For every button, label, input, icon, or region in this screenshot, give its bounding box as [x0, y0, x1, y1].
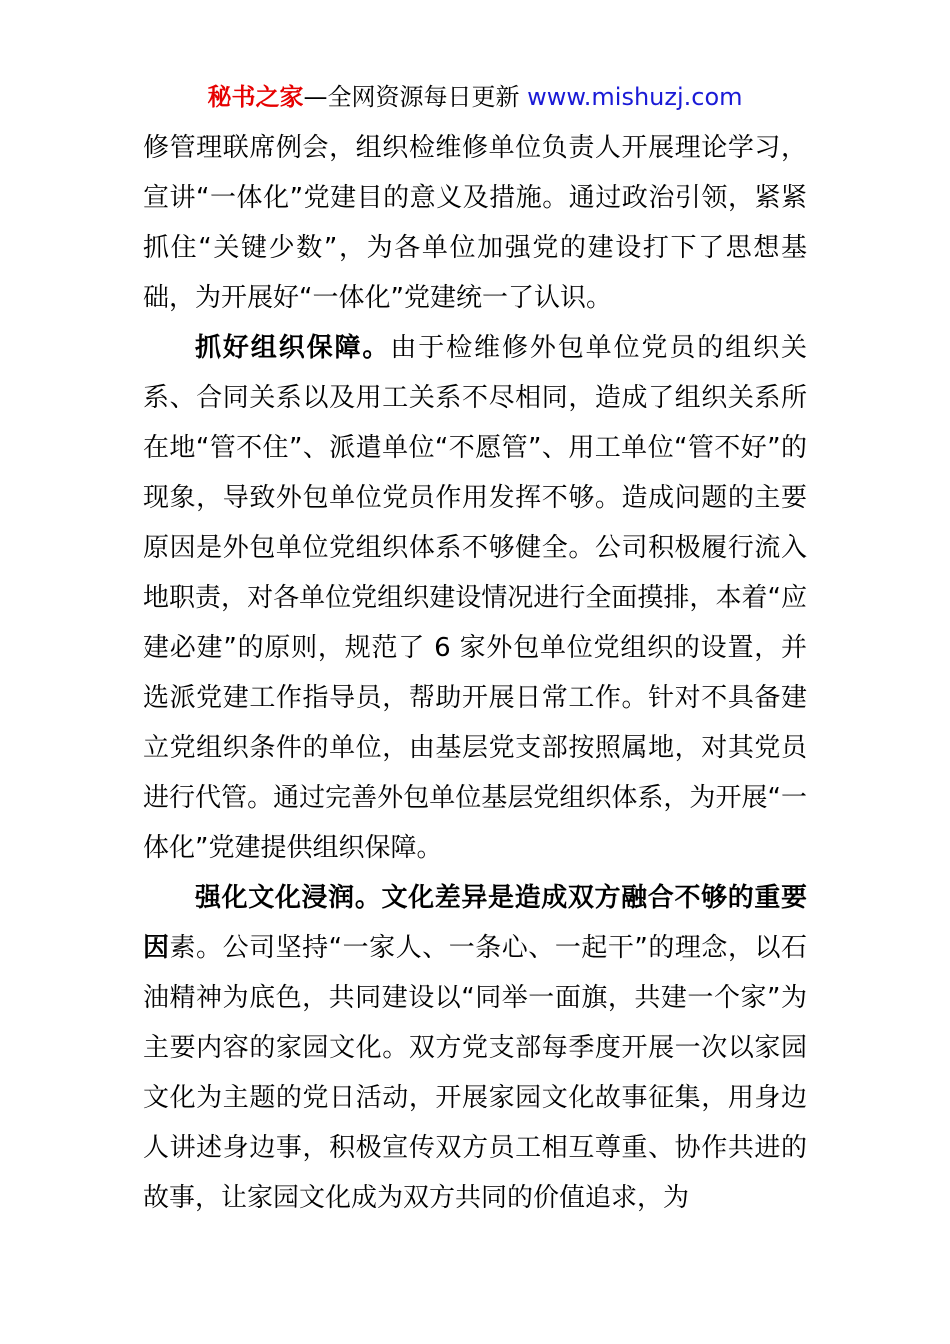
- paragraph-2-text: 由于检维修外包单位党员的组织关系、合同关系以及用工关系不尽相同，造成了组织关系所在地“管不住”、派遣单位“不愿管”、用工单位“管不好”的现象，导致外包单位党员作用发挥不够。造成问题的主要原因是外包单位党组织体系不够健全。公司积极履行流入地职责，对各单位党组织建设情况进行全面摸排，本着“应建必建”的原则，规范了 6 家外包单位党组织的设置，并选派党建工作指导员，帮助开展日常工作。针对不具备建立党组织条件的单位，由基层党支部按照属地，对其党员进行代管。通过完善外包单位基层党组织体系，为开展“一体化”党建提供组织保障。: [143, 333, 807, 863]
- site-url-link[interactable]: www.mishuzj.com: [527, 83, 743, 111]
- site-header: [0, 80, 950, 114]
- document-body: [143, 123, 807, 1223]
- paragraph-1: [143, 123, 807, 323]
- paragraph-2-heading: 抓好组织保障。: [195, 333, 391, 363]
- site-tagline: —全网资源每日更新: [303, 83, 528, 111]
- paragraph-3: [143, 873, 807, 1223]
- paragraph-2: [143, 323, 807, 873]
- site-brand: 秘书之家: [207, 83, 304, 111]
- paragraph-1-text: 修管理联席例会，组织检维修单位负责人开展理论学习，宣讲“一体化”党建目的意义及措施。通过政治引领，紧紧抓住“关键少数”，为各单位加强党的建设打下了思想基础，为开展好“一体化”党建统一了认识。: [143, 133, 807, 313]
- paragraph-3-heading: 强化文化浸润。文化差异是造成双方融合不够的重要因: [143, 883, 807, 963]
- paragraph-3-text: 素。公司坚持“一家人、一条心、一起干”的理念，以石油精神为底色，共同建设以“同举一面旗，共建一个家”为主要内容的家园文化。双方党支部每季度开展一次以家园文化为主题的党日活动，开展家园文化故事征集，用身边人讲述身边事，积极宣传双方员工相互尊重、协作共进的故事，让家园文化成为双方共同的价值追求，为: [143, 933, 807, 1213]
